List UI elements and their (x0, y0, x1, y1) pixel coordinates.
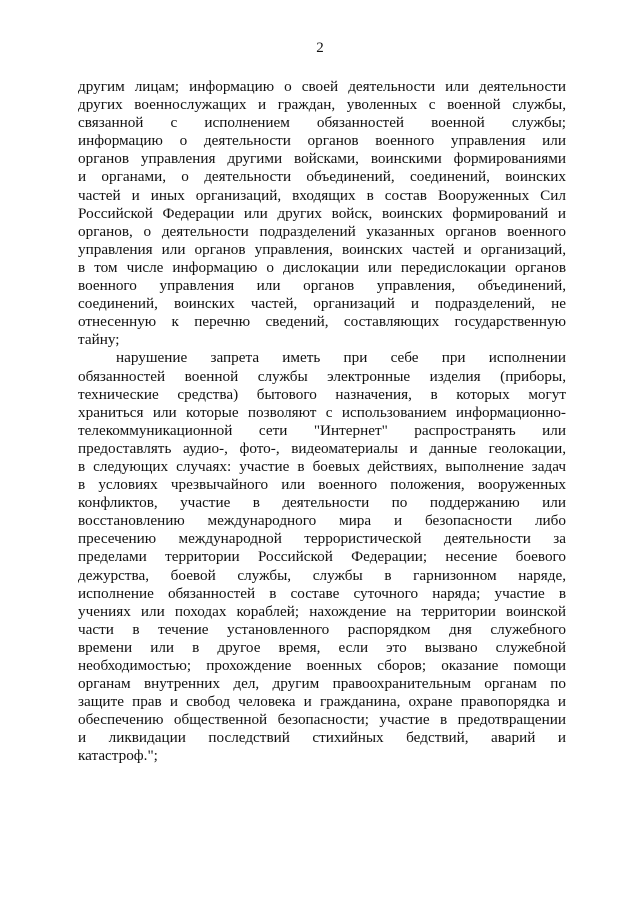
text-line: времени или в другое время, если это вызвано служебной (78, 638, 566, 656)
text-line: в следующих случаях: участие в боевых действиях, выполнение задач (78, 457, 566, 475)
text-line: других военнослужащих и граждан, уволенных с военной службы, (78, 96, 566, 114)
text-line: исполнение обязанностей в составе суточного наряда; участие в (78, 584, 566, 602)
text-line: части в течение установленного распорядком дня служебного (78, 620, 566, 638)
text-line: обязанностей военной службы электронные изделия (приборы, (78, 367, 566, 385)
paragraph-end-line: катастроф."; (78, 747, 158, 765)
text-line: другим лицам; информацию о своей деятельности или деятельности (78, 78, 566, 95)
text-line: органов управления другими войсками, воинскими формированиями (78, 150, 566, 168)
text-line: пределами территории Российской Федерации; несение боевого (78, 548, 566, 566)
text-line: и органами, о деятельности объединений, соединений, воинских (78, 168, 566, 186)
page-number: 2 (316, 40, 324, 56)
text-line: военного управления или органов управления, объединений, (78, 277, 566, 295)
paragraph-end-line: тайну; (78, 331, 120, 349)
text-line: информацию о деятельности органов военного управления или (78, 132, 566, 150)
text-line: предоставлять аудио-, фото-, видеоматериалы и данные геолокации, (78, 439, 566, 457)
text-line: в условиях чрезвычайного или военного положения, вооруженных (78, 476, 566, 494)
text-line: управления или органов управления, воинских частей и организаций, (78, 240, 566, 258)
text-line: и ликвидации последствий стихийных бедствий, аварий и (78, 729, 566, 747)
text-line: дежурства, боевой службы, службы в гарнизонном наряде, (78, 566, 566, 584)
body-text (78, 78, 566, 766)
text-line: органов, о деятельности подразделений указанных органов военного (78, 222, 566, 240)
text-line: соединений, воинских частей, организаций и подразделений, не (78, 295, 566, 313)
paragraph-start-line: нарушение запрета иметь при себе при исполнении (116, 349, 566, 367)
text-line: необходимостью; прохождение военных сборов; оказание помощи (78, 657, 566, 674)
text-line: защите прав и свобод человека и гражданина, охране правопорядка и (78, 693, 566, 711)
text-line: учениях или походах кораблей; нахождение на территории воинской (78, 602, 566, 620)
text-line: органам внутренних дел, другим правоохранительным органам по (78, 675, 566, 693)
text-line: связанной с исполнением обязанностей военной службы; (78, 114, 566, 132)
text-line: в том числе информацию о дислокации или передислокации органов (78, 258, 566, 276)
text-line: обеспечению общественной безопасности; участие в предотвращении (78, 711, 566, 729)
text-line: пресечению международной террористической деятельности за (78, 530, 566, 548)
text-line: Российской Федерации или других войск, воинских формирований и (78, 204, 566, 222)
text-line: восстановлению международного мира и безопасности либо (78, 512, 566, 530)
text-line: храниться или которые позволяют с использованием информационно- (78, 403, 566, 421)
text-line: отнесенную к перечню сведений, составляющих государственную (78, 313, 566, 331)
text-line: телекоммуникационной сети "Интернет" распространять или (78, 421, 566, 439)
text-line: технические средства) бытового назначения, в которых могут (78, 385, 566, 403)
text-line: частей и иных организаций, входящих в состав Вооруженных Сил (78, 186, 566, 204)
text-line: конфликтов, участие в деятельности по поддержанию или (78, 494, 566, 512)
